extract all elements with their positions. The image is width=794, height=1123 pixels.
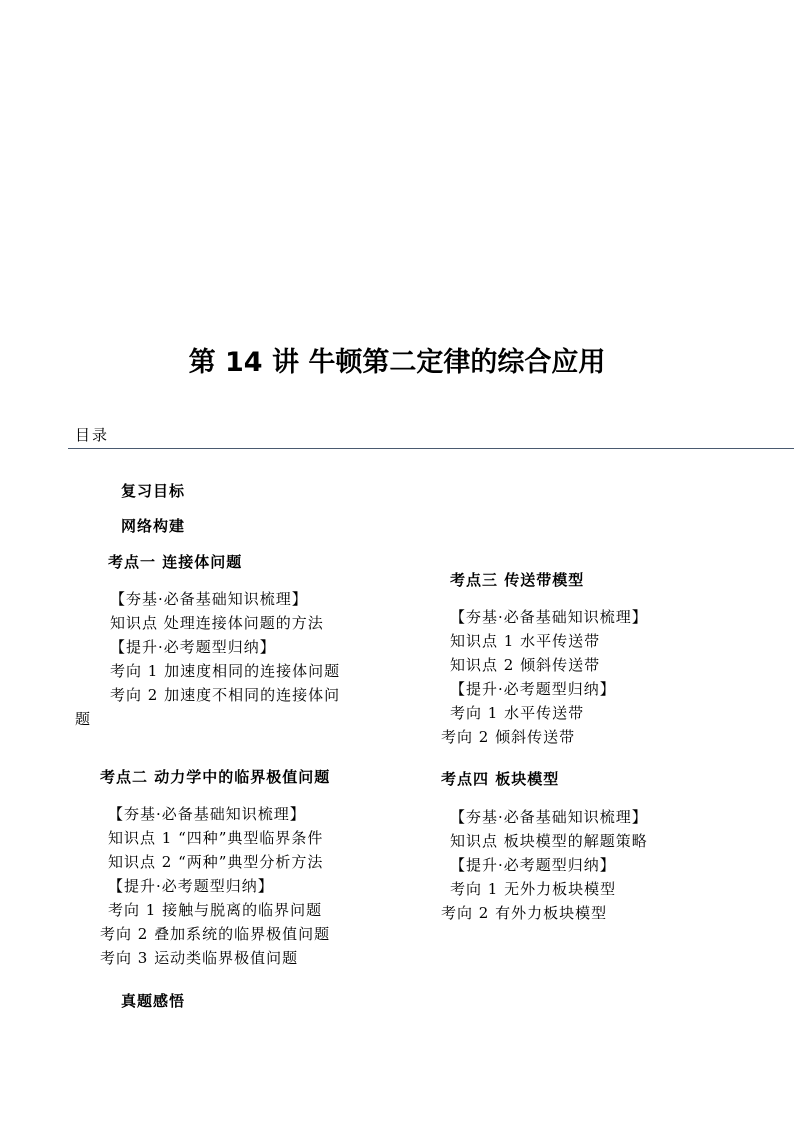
toc-item[interactable]: 考向 2 倾斜传送带 bbox=[441, 728, 576, 746]
toc-item[interactable]: 考向 3 运动类临界极值问题 bbox=[100, 949, 299, 967]
toc-section1-heading[interactable]: 考点一 连接体问题 bbox=[108, 553, 243, 571]
toc-section2-heading[interactable]: 考点二 动力学中的临界极值问题 bbox=[100, 768, 331, 786]
toc-item[interactable]: 【夯基·必备基础知识梳理】 bbox=[110, 590, 308, 608]
toc-real-exam[interactable]: 真题感悟 bbox=[121, 992, 186, 1010]
toc-item[interactable]: 考向 2 叠加系统的临界极值问题 bbox=[100, 925, 331, 943]
toc-item[interactable]: 【提升·必考题型归纳】 bbox=[108, 877, 274, 895]
toc-item[interactable]: 知识点 1 “四种”典型临界条件 bbox=[108, 829, 324, 847]
toc-item[interactable]: 考向 1 无外力板块模型 bbox=[450, 880, 617, 898]
toc-item[interactable]: 考向 2 加速度不相同的连接体问 bbox=[110, 686, 341, 704]
toc-item[interactable]: 知识点 1 水平传送带 bbox=[450, 632, 601, 650]
toc-item[interactable]: 知识点 处理连接体问题的方法 bbox=[110, 614, 324, 632]
toc-item[interactable]: 考向 2 有外力板块模型 bbox=[441, 904, 608, 922]
toc-label: 目录 bbox=[75, 426, 110, 444]
toc-item[interactable]: 考向 1 水平传送带 bbox=[450, 704, 585, 722]
toc-item[interactable]: 【提升·必考题型归纳】 bbox=[110, 638, 276, 656]
toc-item[interactable]: 【夯基·必备基础知识梳理】 bbox=[450, 808, 648, 826]
toc-review-goals[interactable]: 复习目标 bbox=[121, 482, 186, 500]
toc-item[interactable]: 【夯基·必备基础知识梳理】 bbox=[108, 805, 306, 823]
toc-item[interactable]: 【夯基·必备基础知识梳理】 bbox=[450, 608, 648, 626]
toc-divider bbox=[68, 448, 794, 449]
toc-item[interactable]: 考向 1 接触与脱离的临界问题 bbox=[108, 901, 323, 919]
toc-item[interactable]: 知识点 2 “两种”典型分析方法 bbox=[108, 853, 324, 871]
page-title: 第 14 讲 牛顿第二定律的综合应用 bbox=[188, 347, 606, 378]
toc-section4-heading[interactable]: 考点四 板块模型 bbox=[441, 770, 560, 788]
toc-item[interactable]: 知识点 板块模型的解题策略 bbox=[450, 832, 648, 850]
toc-item[interactable]: 知识点 2 倾斜传送带 bbox=[450, 656, 601, 674]
toc-network[interactable]: 网络构建 bbox=[121, 517, 186, 535]
toc-section3-heading[interactable]: 考点三 传送带模型 bbox=[450, 571, 585, 589]
toc-item[interactable]: 【提升·必考题型归纳】 bbox=[450, 856, 616, 874]
toc-item[interactable]: 考向 1 加速度相同的连接体问题 bbox=[110, 662, 341, 680]
toc-item-wrap[interactable]: 题 bbox=[75, 710, 92, 728]
toc-item[interactable]: 【提升·必考题型归纳】 bbox=[450, 680, 616, 698]
